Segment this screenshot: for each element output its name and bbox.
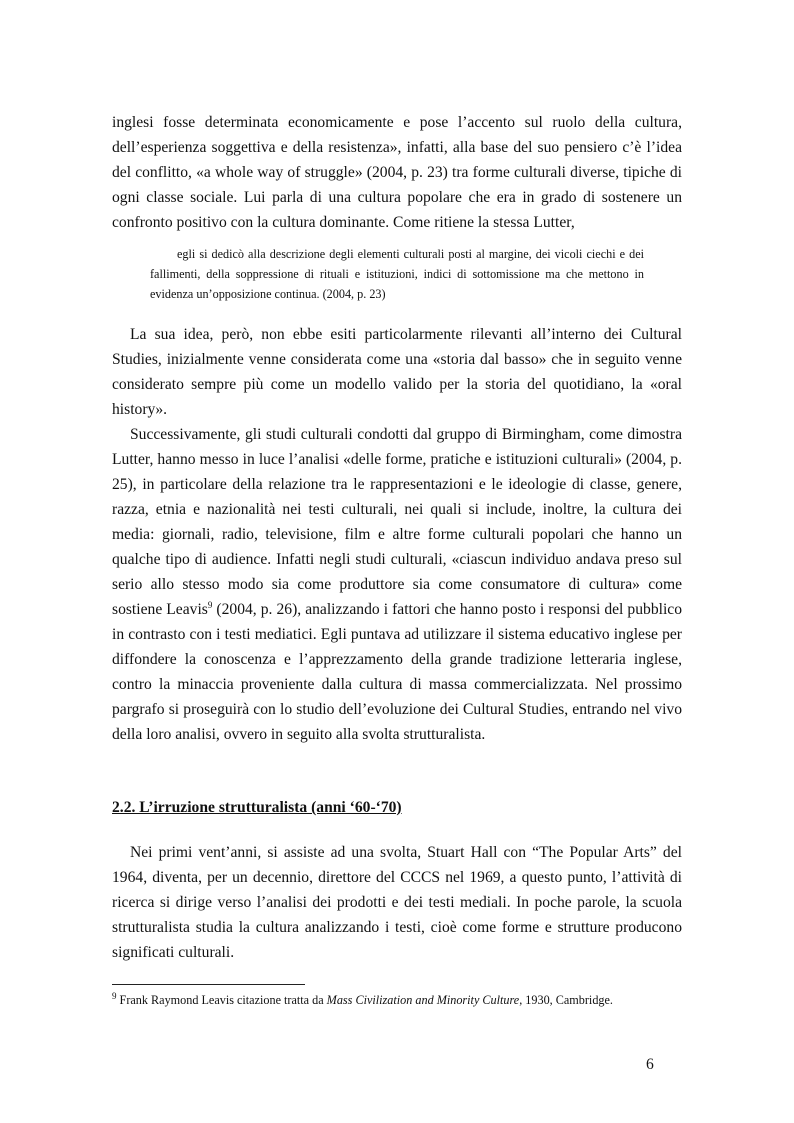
page-body <box>112 110 682 965</box>
footnote-text-start: Frank Raymond Leavis citazione tratta da <box>116 993 327 1007</box>
footnote-book-title: Mass Civilization and Minority Culture <box>326 993 520 1007</box>
block-quote <box>150 244 644 304</box>
paragraph-1: inglesi fosse determinata economicamente e pose l’accento sul ruolo della cultura, dell’esperienza soggettiva e della resistenza», infatti, alla base del suo pensiero c’è l’idea del conflitto, «a whole way of struggle» (2004, p. 23) tra forme culturali diverse, tipiche di ogni classe sociale. Lui parla di una cultura popolare che era in grado di sostenere un confronto positivo con la cultura dominante. Come ritiene la stessa Lutter, <box>112 114 682 231</box>
paragraph-3 <box>112 422 682 747</box>
footnote-divider <box>112 984 305 985</box>
footnote-text-end: , 1930, Cambridge. <box>519 993 613 1007</box>
paragraph-3-part-2: (2004, p. 26), analizzando i fattori che hanno posto i responsi del pubblico in contrasto con i testi mediatici. Egli puntava ad utilizzare il sistema educativo inglese per diffondere la conoscenza e l’apprezzamento della grande tradizione letteraria inglese, contro la minaccia proveniente dalla cultura di massa commercializzata. Nel prossimo pargrafo si proseguirà con lo studio dell’evoluzione dei Cultural Studies, entrando nel vivo della loro analisi, ovvero in seguito alla svolta strutturalista. <box>112 601 683 743</box>
footnote-reference[interactable]: 9 <box>207 599 213 610</box>
section-heading: 2.2. L’irruzione strutturalista (anni ‘60-‘70) <box>112 799 402 816</box>
footnote <box>112 991 692 1009</box>
footnote-marker: 9 <box>112 990 117 1001</box>
block-quote-text: egli si dedicò alla descrizione degli elementi culturali posti al margine, dei vicoli ciechi e dei fallimenti, della soppressione di rituali e istituzioni, indici di sottomissione ma che mettono in evidenza un’opposizione continua. (2004, p. 23) <box>150 247 644 301</box>
paragraph-4: Nei primi vent’anni, si assiste ad una svolta, Stuart Hall con “The Popular Arts” del 1964, diventa, per un decennio, direttore del CCCS nel 1969, a questo punto, l’attività di ricerca si dirige verso l’analisi dei prodotti e dei testi mediali. In poche parole, la scuola strutturalista studia la cultura analizzando i testi, cioè come forme e strutture producono significati culturali. <box>112 844 682 961</box>
paragraph-3-part-1: Successivamente, gli studi culturali condotti dal gruppo di Birmingham, come dimostra Lutter, hanno messo in luce l’analisi «delle forme, pratiche e istituzioni culturali» (2004, p. 25), in particolare della relazione tra le rappresentazioni e le ideologie di classe, genere, razza, etnia e nazionalità nei testi culturali, nei quali si include, inoltre, la cultura dei media: giornali, radio, televisione, film e altre forme culturali popolari che hanno un qualche tipo di audience. Infatti negli studi culturali, «ciascun individuo andava preso sul serio allo stesso modo sia come produttore sia come consumatore di cultura» come sostiene Leavis <box>112 426 682 618</box>
paragraph-2: La sua idea, però, non ebbe esiti particolarmente rilevanti all’interno dei Cultural Studies, inizialmente venne considerata come una «storia dal basso» che in seguito venne considerato sempre più come un modello valido per la storia del quotidiano, la «oral history». <box>112 326 682 418</box>
page-number: 6 <box>646 1056 654 1073</box>
